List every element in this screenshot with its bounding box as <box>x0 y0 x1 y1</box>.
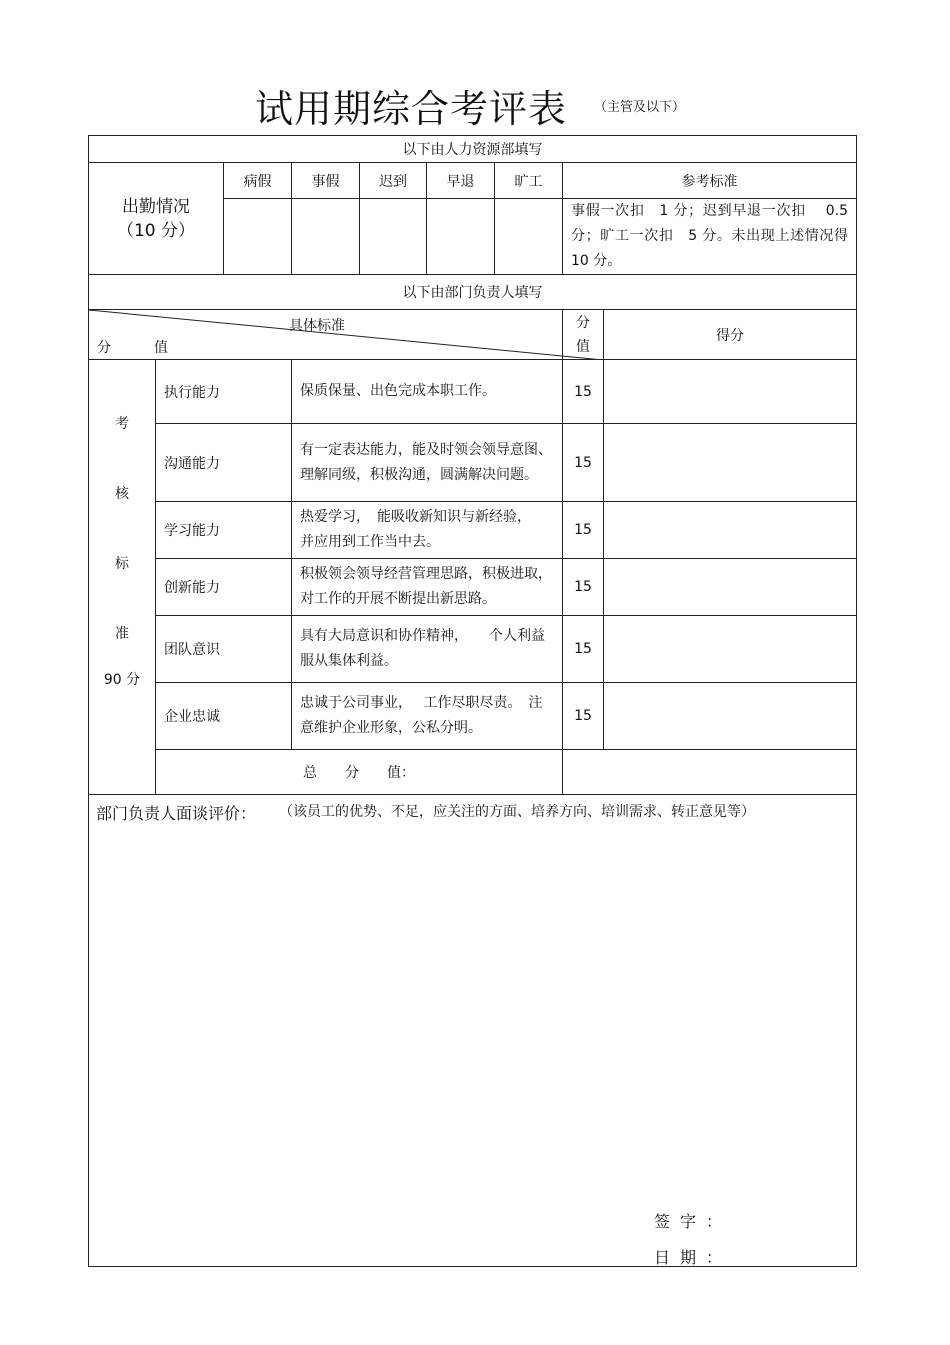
criteria-row <box>89 424 857 502</box>
earned-score-cell[interactable] <box>604 424 857 502</box>
attendance-header-row <box>89 163 857 199</box>
score-header-line1: 分 <box>576 314 590 331</box>
column-absence: 旷工 <box>495 163 563 199</box>
column-early-leave: 早退 <box>427 163 495 199</box>
comment-row <box>89 795 857 1267</box>
criteria-standard: 忠诚于公司事业， 工作尽职尽责。 注意维护企业形象，公私分明。 <box>292 683 563 750</box>
category-points: 90 分 <box>103 672 141 688</box>
early-leave-cell[interactable] <box>427 199 495 275</box>
category-char: 考 <box>115 416 129 432</box>
criteria-row <box>89 502 857 559</box>
criteria-header-row <box>89 310 857 360</box>
criteria-name: 企业忠诚 <box>156 683 292 750</box>
signature-label: 签字： <box>654 1212 733 1231</box>
category-label <box>89 360 156 795</box>
criteria-row <box>89 360 857 424</box>
page-subtitle: （主管及以下） <box>594 100 686 115</box>
attendance-label-line1: 出勤情况 <box>122 196 190 217</box>
criteria-row <box>89 559 857 616</box>
earned-score-cell[interactable] <box>604 559 857 616</box>
comment-area[interactable] <box>89 795 857 1267</box>
score-header-line2: 值 <box>576 338 590 355</box>
attendance-label <box>89 163 224 275</box>
total-score-cell[interactable] <box>563 750 857 795</box>
criteria-name: 学习能力 <box>156 502 292 559</box>
sick-leave-cell[interactable] <box>224 199 292 275</box>
total-row <box>89 750 857 795</box>
earned-score-cell[interactable] <box>604 616 857 683</box>
criteria-row <box>89 616 857 683</box>
category-char: 准 <box>115 626 129 642</box>
attendance-label-line2: （10 分） <box>116 220 196 241</box>
dept-header-row <box>89 275 857 310</box>
category-char: 核 <box>115 486 129 502</box>
comment-hint: （该员工的优势、不足，应关注的方面、培养方向、培训需求、转正意见等） <box>279 804 755 820</box>
total-label: 总 分 值： <box>156 750 563 795</box>
criteria-name: 执行能力 <box>156 360 292 424</box>
criteria-standard: 热爱学习， 能吸收新知识与新经验， 并应用到工作当中去。 <box>292 502 563 559</box>
category-char: 标 <box>115 556 129 572</box>
page-title: 试用期综合考评表 <box>255 87 568 131</box>
dept-section-header: 以下由部门负责人填写 <box>89 275 857 310</box>
earned-score-cell[interactable] <box>604 360 857 424</box>
absence-cell[interactable] <box>495 199 563 275</box>
reference-header: 参考标准 <box>563 163 857 199</box>
criteria-standard: 具有大局意识和协作精神， 个人利益服从集体利益。 <box>292 616 563 683</box>
criteria-standard: 有一定表达能力，能及时领会领导意图、理解同级，积极沟通，圆满解决问题。 <box>292 424 563 502</box>
comment-label: 部门负责人面谈评价： <box>96 804 257 823</box>
criteria-name: 团队意识 <box>156 616 292 683</box>
hr-section-header: 以下由人力资源部填写 <box>89 136 857 163</box>
late-cell[interactable] <box>360 199 427 275</box>
earned-score-cell[interactable] <box>604 683 857 750</box>
criteria-score: 15 <box>563 502 604 559</box>
column-sick-leave: 病假 <box>224 163 292 199</box>
criteria-score: 15 <box>563 360 604 424</box>
criteria-row <box>89 683 857 750</box>
column-late: 迟到 <box>360 163 427 199</box>
criteria-standard: 保质保量、出色完成本职工作。 <box>292 360 563 424</box>
earned-header: 得分 <box>604 310 857 360</box>
diagonal-header-cell <box>89 310 563 360</box>
diagonal-top-label: 具体标准 <box>289 318 345 334</box>
criteria-score: 15 <box>563 683 604 750</box>
criteria-standard: 积极领会领导经营管理思路，积极进取，对工作的开展不断提出新思路。 <box>292 559 563 616</box>
reference-text: 事假一次扣 1 分；迟到早退一次扣 0.5 分；旷工一次扣 5 分。未出现上述情况得 10 分。 <box>563 199 857 275</box>
hr-header-row <box>89 136 857 163</box>
date-label: 日期： <box>654 1248 733 1267</box>
personal-leave-cell[interactable] <box>292 199 360 275</box>
criteria-score: 15 <box>563 559 604 616</box>
criteria-score: 15 <box>563 616 604 683</box>
criteria-name: 沟通能力 <box>156 424 292 502</box>
criteria-score: 15 <box>563 424 604 502</box>
column-personal-leave: 事假 <box>292 163 360 199</box>
diagonal-bottom-label-a: 分 <box>97 340 111 356</box>
criteria-name: 创新能力 <box>156 559 292 616</box>
diagonal-bottom-label-b: 值 <box>154 340 168 356</box>
title-area <box>0 70 950 130</box>
earned-score-cell[interactable] <box>604 502 857 559</box>
evaluation-form <box>88 135 857 1267</box>
